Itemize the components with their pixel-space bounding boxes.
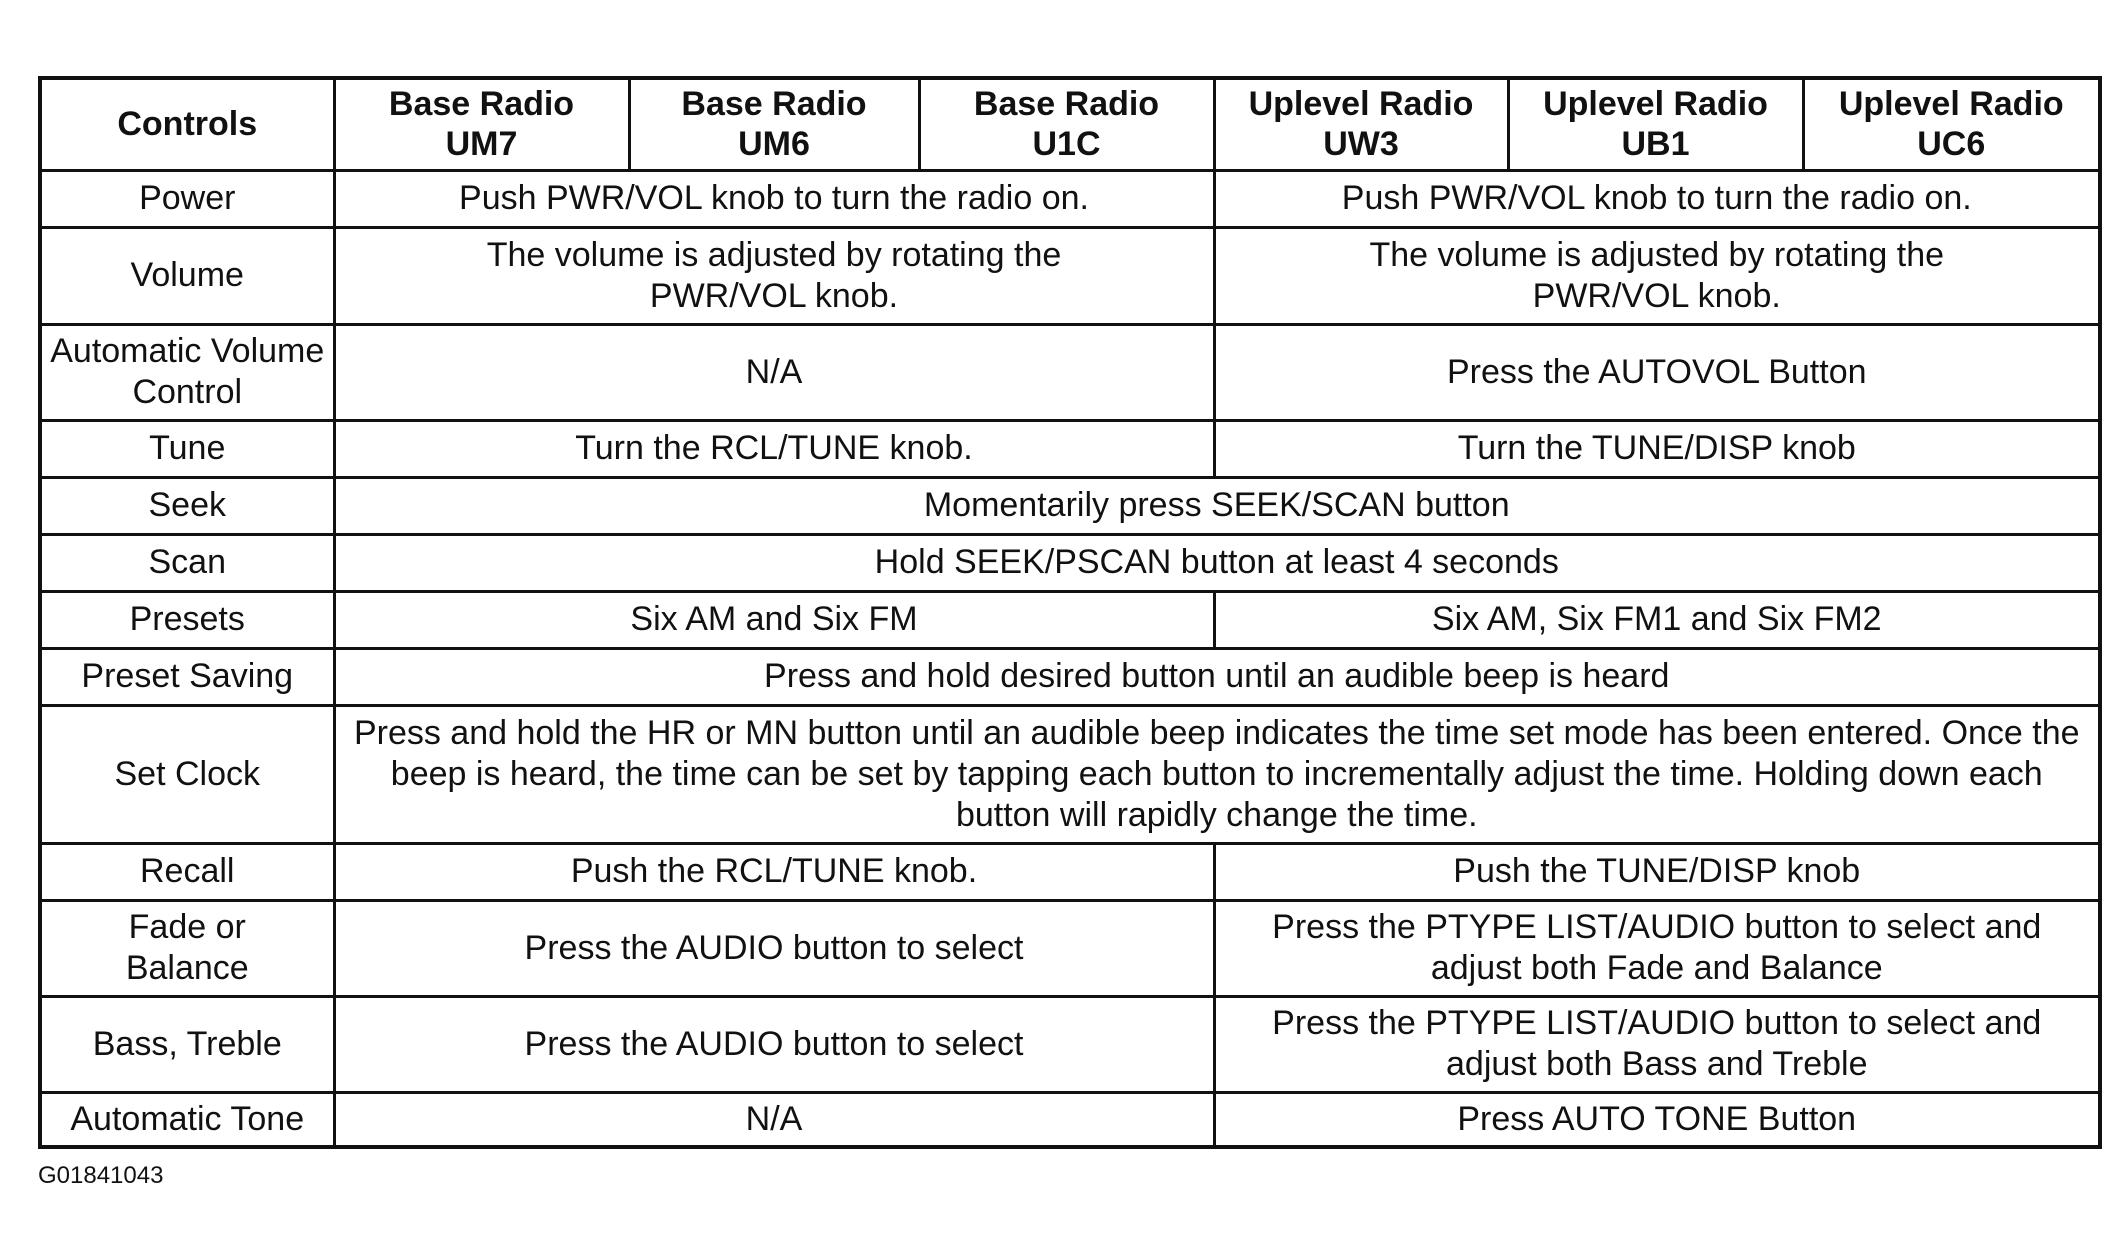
table-row xyxy=(40,420,2100,477)
uplevel-radio-cell: Push the TUNE/DISP knob xyxy=(1214,843,2100,900)
control-cell: Bass, Treble xyxy=(40,996,334,1092)
table-row xyxy=(40,227,2100,324)
control-cell: Presets xyxy=(40,591,334,648)
table-row xyxy=(40,477,2100,534)
base-radio-cell: Turn the RCL/TUNE knob. xyxy=(334,420,1214,477)
table-row xyxy=(40,648,2100,705)
table-row xyxy=(40,1092,2100,1147)
table-row xyxy=(40,170,2100,227)
uplevel-radio-cell: Push PWR/VOL knob to turn the radio on. xyxy=(1214,170,2100,227)
control-cell: Volume xyxy=(40,227,334,324)
all-radios-cell: Momentarily press SEEK/SCAN button xyxy=(334,477,2100,534)
base-radio-cell: N/A xyxy=(334,324,1214,420)
base-radio-cell: The volume is adjusted by rotating the PWR/VOL knob. xyxy=(334,227,1214,324)
table-row xyxy=(40,534,2100,591)
header-um6: Base Radio UM6 xyxy=(629,78,919,170)
uplevel-radio-cell: Six AM, Six FM1 and Six FM2 xyxy=(1214,591,2100,648)
all-radios-cell: Hold SEEK/PSCAN button at least 4 seconds xyxy=(334,534,2100,591)
header-uc6: Uplevel Radio UC6 xyxy=(1803,78,2100,170)
base-radio-cell: Press the AUDIO button to select xyxy=(334,996,1214,1092)
header-u1c: Base Radio U1C xyxy=(919,78,1214,170)
table-row xyxy=(40,843,2100,900)
base-radio-cell: Push the RCL/TUNE knob. xyxy=(334,843,1214,900)
table-row xyxy=(40,996,2100,1092)
uplevel-radio-cell: Press AUTO TONE Button xyxy=(1214,1092,2100,1147)
uplevel-radio-cell: The volume is adjusted by rotating the PWR/VOL knob. xyxy=(1214,227,2100,324)
uplevel-radio-cell: Press the AUTOVOL Button xyxy=(1214,324,2100,420)
control-cell: Fade or Balance xyxy=(40,900,334,996)
control-cell: Set Clock xyxy=(40,705,334,843)
control-cell: Scan xyxy=(40,534,334,591)
control-cell: Recall xyxy=(40,843,334,900)
header-um7: Base Radio UM7 xyxy=(334,78,629,170)
header-controls: Controls xyxy=(40,78,334,170)
base-radio-cell: Six AM and Six FM xyxy=(334,591,1214,648)
table-row xyxy=(40,324,2100,420)
table-row xyxy=(40,705,2100,843)
uplevel-radio-cell: Press the PTYPE LIST/AUDIO button to select and adjust both Fade and Balance xyxy=(1214,900,2100,996)
header-row xyxy=(40,78,2100,170)
table-row xyxy=(40,591,2100,648)
control-cell: Automatic Tone xyxy=(40,1092,334,1147)
radio-controls-table xyxy=(38,76,2102,1149)
uplevel-radio-cell: Turn the TUNE/DISP knob xyxy=(1214,420,2100,477)
table-row xyxy=(40,900,2100,996)
base-radio-cell: Press the AUDIO button to select xyxy=(334,900,1214,996)
base-radio-cell: Push PWR/VOL knob to turn the radio on. xyxy=(334,170,1214,227)
all-radios-cell: Press and hold the HR or MN button until an audible beep indicates the time set mode has been entered. Once the beep is heard, the time can be set by tapping each button to incrementally adjust the time. Holding down each button will rapidly change the time. xyxy=(334,705,2100,843)
control-cell: Tune xyxy=(40,420,334,477)
base-radio-cell: N/A xyxy=(334,1092,1214,1147)
control-cell: Seek xyxy=(40,477,334,534)
all-radios-cell: Press and hold desired button until an audible beep is heard xyxy=(334,648,2100,705)
control-cell: Automatic Volume Control xyxy=(40,324,334,420)
uplevel-radio-cell: Press the PTYPE LIST/AUDIO button to select and adjust both Bass and Treble xyxy=(1214,996,2100,1092)
header-uw3: Uplevel Radio UW3 xyxy=(1214,78,1508,170)
control-cell: Preset Saving xyxy=(40,648,334,705)
figure-code: G01841043 xyxy=(38,1162,164,1189)
header-ub1: Uplevel Radio UB1 xyxy=(1508,78,1803,170)
control-cell: Power xyxy=(40,170,334,227)
